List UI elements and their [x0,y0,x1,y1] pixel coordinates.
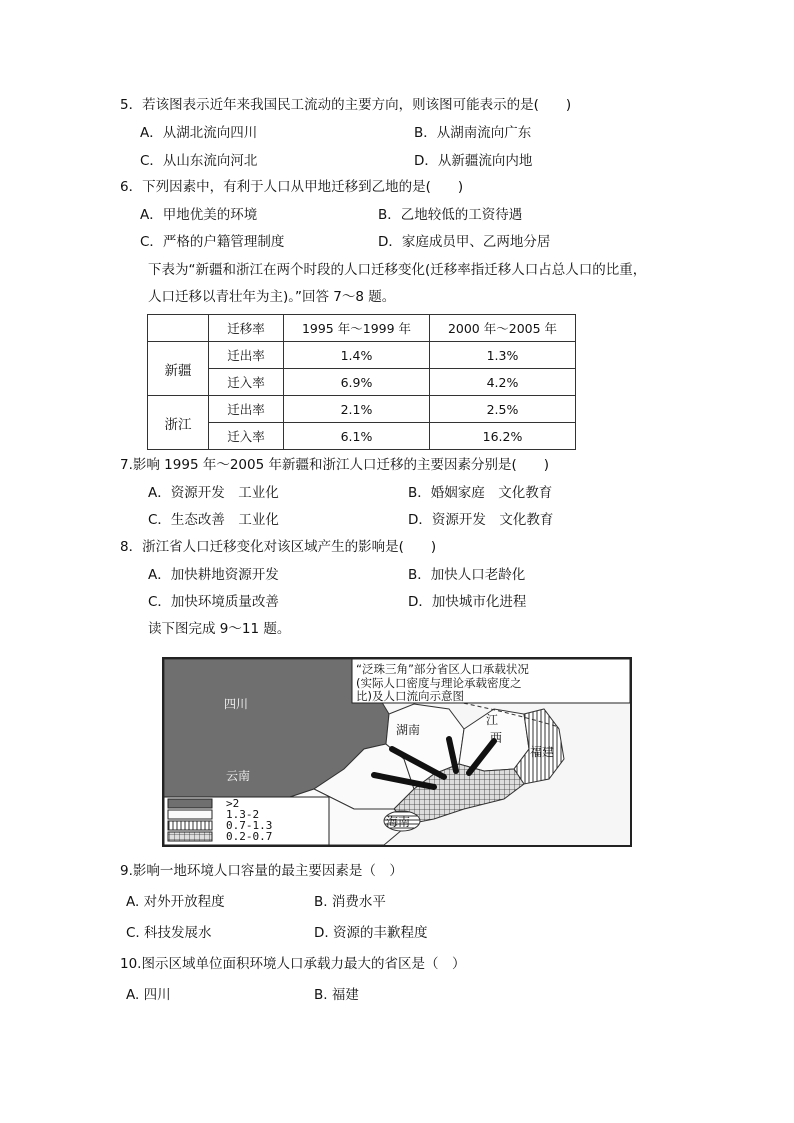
legend-swatch-3 [168,821,212,830]
label-xi: 西 [490,731,503,745]
label-sichuan: 四川 [224,697,249,711]
question-6-option-a: A．甲地优美的环境 [140,207,258,223]
table-value-cell: 16.2% [430,423,576,450]
intro-7-8-line2: 人口迁移以青壮年为主)。”回答 7～8 题。 [148,289,396,305]
question-6-option-d: D．家庭成员甲、乙两地分居 [378,234,551,250]
table-header-period-2: 2000 年～2005 年 [430,315,576,342]
table-row [148,396,576,423]
label-hunan: 湖南 [396,723,421,737]
question-5-option-d: D．从新疆流向内地 [414,153,533,169]
table-label-cell: 迁入率 [209,423,284,450]
question-7-stem: 7.影响 1995 年～2005 年新疆和浙江人口迁移的主要因素分别是( ) [120,457,549,473]
question-8-stem: 8．浙江省人口迁移变化对该区域产生的影响是( ) [120,539,437,555]
table-row [148,369,576,396]
question-9-option-b: B. 消费水平 [314,894,386,910]
label-hainan: 海南 [386,815,411,829]
question-7-option-b: B．婚姻家庭 文化教育 [408,485,553,501]
legend-swatch-1 [168,799,212,808]
table-row [148,423,576,450]
label-jiang: 江 [486,713,499,727]
question-5-option-b: B．从湖南流向广东 [414,125,532,141]
question-5-option-a: A．从湖北流向四川 [140,125,258,141]
table-label-cell: 迁出率 [209,396,284,423]
map-title-line3: 比)及人口流向示意图 [356,689,464,703]
question-10-option-b: B. 福建 [314,987,359,1003]
question-9-option-a: A. 对外开放程度 [126,894,225,910]
question-7-option-a: A．资源开发 工业化 [148,485,279,501]
question-8-option-b: B．加快人口老龄化 [408,567,526,583]
question-6-stem: 6．下列因素中，有利于人口从甲地迁移到乙地的是( ) [120,179,464,195]
table-label-cell: 迁入率 [209,369,284,396]
table-value-cell: 6.1% [284,423,430,450]
question-5-option-c: C．从山东流向河北 [140,153,258,169]
question-8-option-a: A．加快耕地资源开发 [148,567,279,583]
question-7-option-c: C．生态改善 工业化 [148,512,279,528]
legend-label-2: 1.3-2 [226,808,260,821]
question-8-option-c: C．加快环境质量改善 [148,594,279,610]
legend-swatch-2 [168,810,212,819]
table-region-cell: 浙江 [148,396,209,450]
table-value-cell: 2.1% [284,396,430,423]
table-corner-cell [148,315,209,342]
question-10-option-a: A. 四川 [126,987,171,1003]
label-yunnan: 云南 [226,769,251,783]
table-value-cell: 1.4% [284,342,430,369]
table-header-rate: 迁移率 [209,315,284,342]
legend-label-3: 0.7-1.3 [226,819,273,832]
question-10-stem: 10.图示区域单位面积环境人口承载力最大的省区是（ ） [120,956,466,972]
legend-label-1: >2 [226,797,240,810]
intro-9-11: 读下图完成 9～11 题。 [148,621,291,637]
population-map-figure [162,657,632,847]
legend-swatch-4 [168,832,212,841]
table-row [148,342,576,369]
table-value-cell: 1.3% [430,342,576,369]
intro-7-8-line1: 下表为“新疆和浙江在两个时段的人口迁移变化(迁移率指迁移人口占总人口的比重， [148,262,647,278]
question-6-option-b: B．乙地较低的工资待遇 [378,207,523,223]
table-value-cell: 2.5% [430,396,576,423]
table-header-period-1: 1995 年～1999 年 [284,315,430,342]
question-8-option-d: D．加快城市化进程 [408,594,527,610]
table-value-cell: 6.9% [284,369,430,396]
question-9-option-c: C. 科技发展水 [126,925,212,941]
label-fujian: 福建 [530,745,555,759]
map-title-line2: (实际人口密度与理论承载密度之 [356,676,522,690]
question-9-stem: 9.影响一地环境人口容量的最主要因素是（ ） [120,863,403,879]
migration-table [147,314,576,450]
legend-label-4: 0.2-0.7 [226,830,273,843]
table-label-cell: 迁出率 [209,342,284,369]
question-5-stem: 5．若该图表示近年来我国民工流动的主要方向，则该图可能表示的是( ) [120,97,572,113]
table-value-cell: 4.2% [430,369,576,396]
map-title-line1: “泛珠三角”部分省区人口承载状况 [356,662,529,676]
question-7-option-d: D．资源开发 文化教育 [408,512,554,528]
table-header-row [148,315,576,342]
question-6-option-c: C．严格的户籍管理制度 [140,234,285,250]
table-region-cell: 新疆 [148,342,209,396]
question-9-option-d: D. 资源的丰歉程度 [314,925,428,941]
